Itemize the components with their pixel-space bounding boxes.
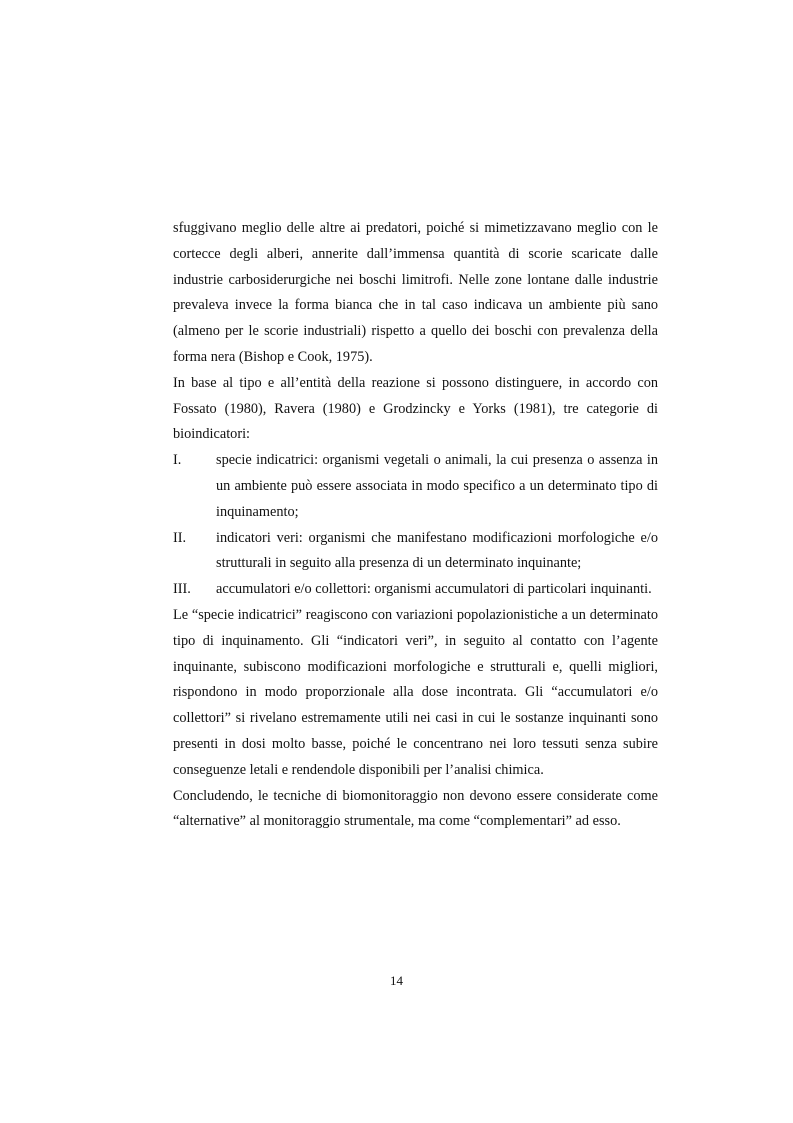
list-item (173, 526, 658, 578)
paragraph-conclusion: Concludendo, le tecniche di biomonitoraggio non devono essere considerate come “alternative” al monitoraggio strumentale, ma come “complementari” ad esso. (173, 787, 658, 830)
list-item (173, 577, 658, 603)
list-marker: III. (173, 581, 191, 598)
list-marker: II. (173, 529, 187, 546)
page-body (173, 216, 658, 835)
list-marker: I. (173, 452, 182, 469)
page-number: 14 (390, 973, 403, 988)
list-item-text: accumulatori e/o collettori: organismi accumulatori di particolari inquinanti. (216, 581, 652, 598)
bioindicator-categories-list (173, 448, 658, 603)
paragraph-category-explanation: Le “specie indicatrici” reagiscono con variazioni popolazionistiche a un determinato tipo di inquinamento. Gli “indicatori veri”, in seguito al contatto con l’agente inquinante, subiscono modificazioni morfologiche e strutturali e, quelli migliori, rispondono in modo proporzionale alla dose incontrata. Gli “accumulatori e/o collettori” si rivelano estremamente utili nei casi in cui le sostanze inquinanti sono presenti in dosi molto basse, poiché le concentrano nei loro tessuti senza subire conseguenze letali e rendendole disponibili per l’analisi chimica. (173, 606, 658, 778)
list-item-text: indicatori veri: organismi che manifestano modificazioni morfologiche e/o strutturali in seguito alla presenza di un determinato inquinante; (216, 529, 658, 572)
paragraph-peppered-moth: sfuggivano meglio delle altre ai predatori, poiché si mimetizzavano meglio con le cortecce degli alberi, annerite dall’immensa quantità di scorie scaricate dalle industrie carbosiderurgiche nei boschi limitrofi. Nelle zone lontane dalle industrie prevaleva invece la forma bianca che in tal caso indicava un ambiente più sano (almeno per le scorie industriali) rispetto a quello dei boschi con prevalenza della forma nera (Bishop e Cook, 1975). (173, 220, 658, 365)
paragraph-bioindicator-categories-intro: In base al tipo e all’entità della reazione si possono distinguere, in accordo con Fossato (1980), Ravera (1980) e Grodzincky e Yorks (1981), tre categorie di bioindicatori: (173, 374, 658, 443)
list-item-text: specie indicatrici: organismi vegetali o animali, la cui presenza o assenza in un ambiente può essere associata in modo specifico a un determinato tipo di inquinamento; (216, 452, 658, 520)
list-item (173, 448, 658, 525)
